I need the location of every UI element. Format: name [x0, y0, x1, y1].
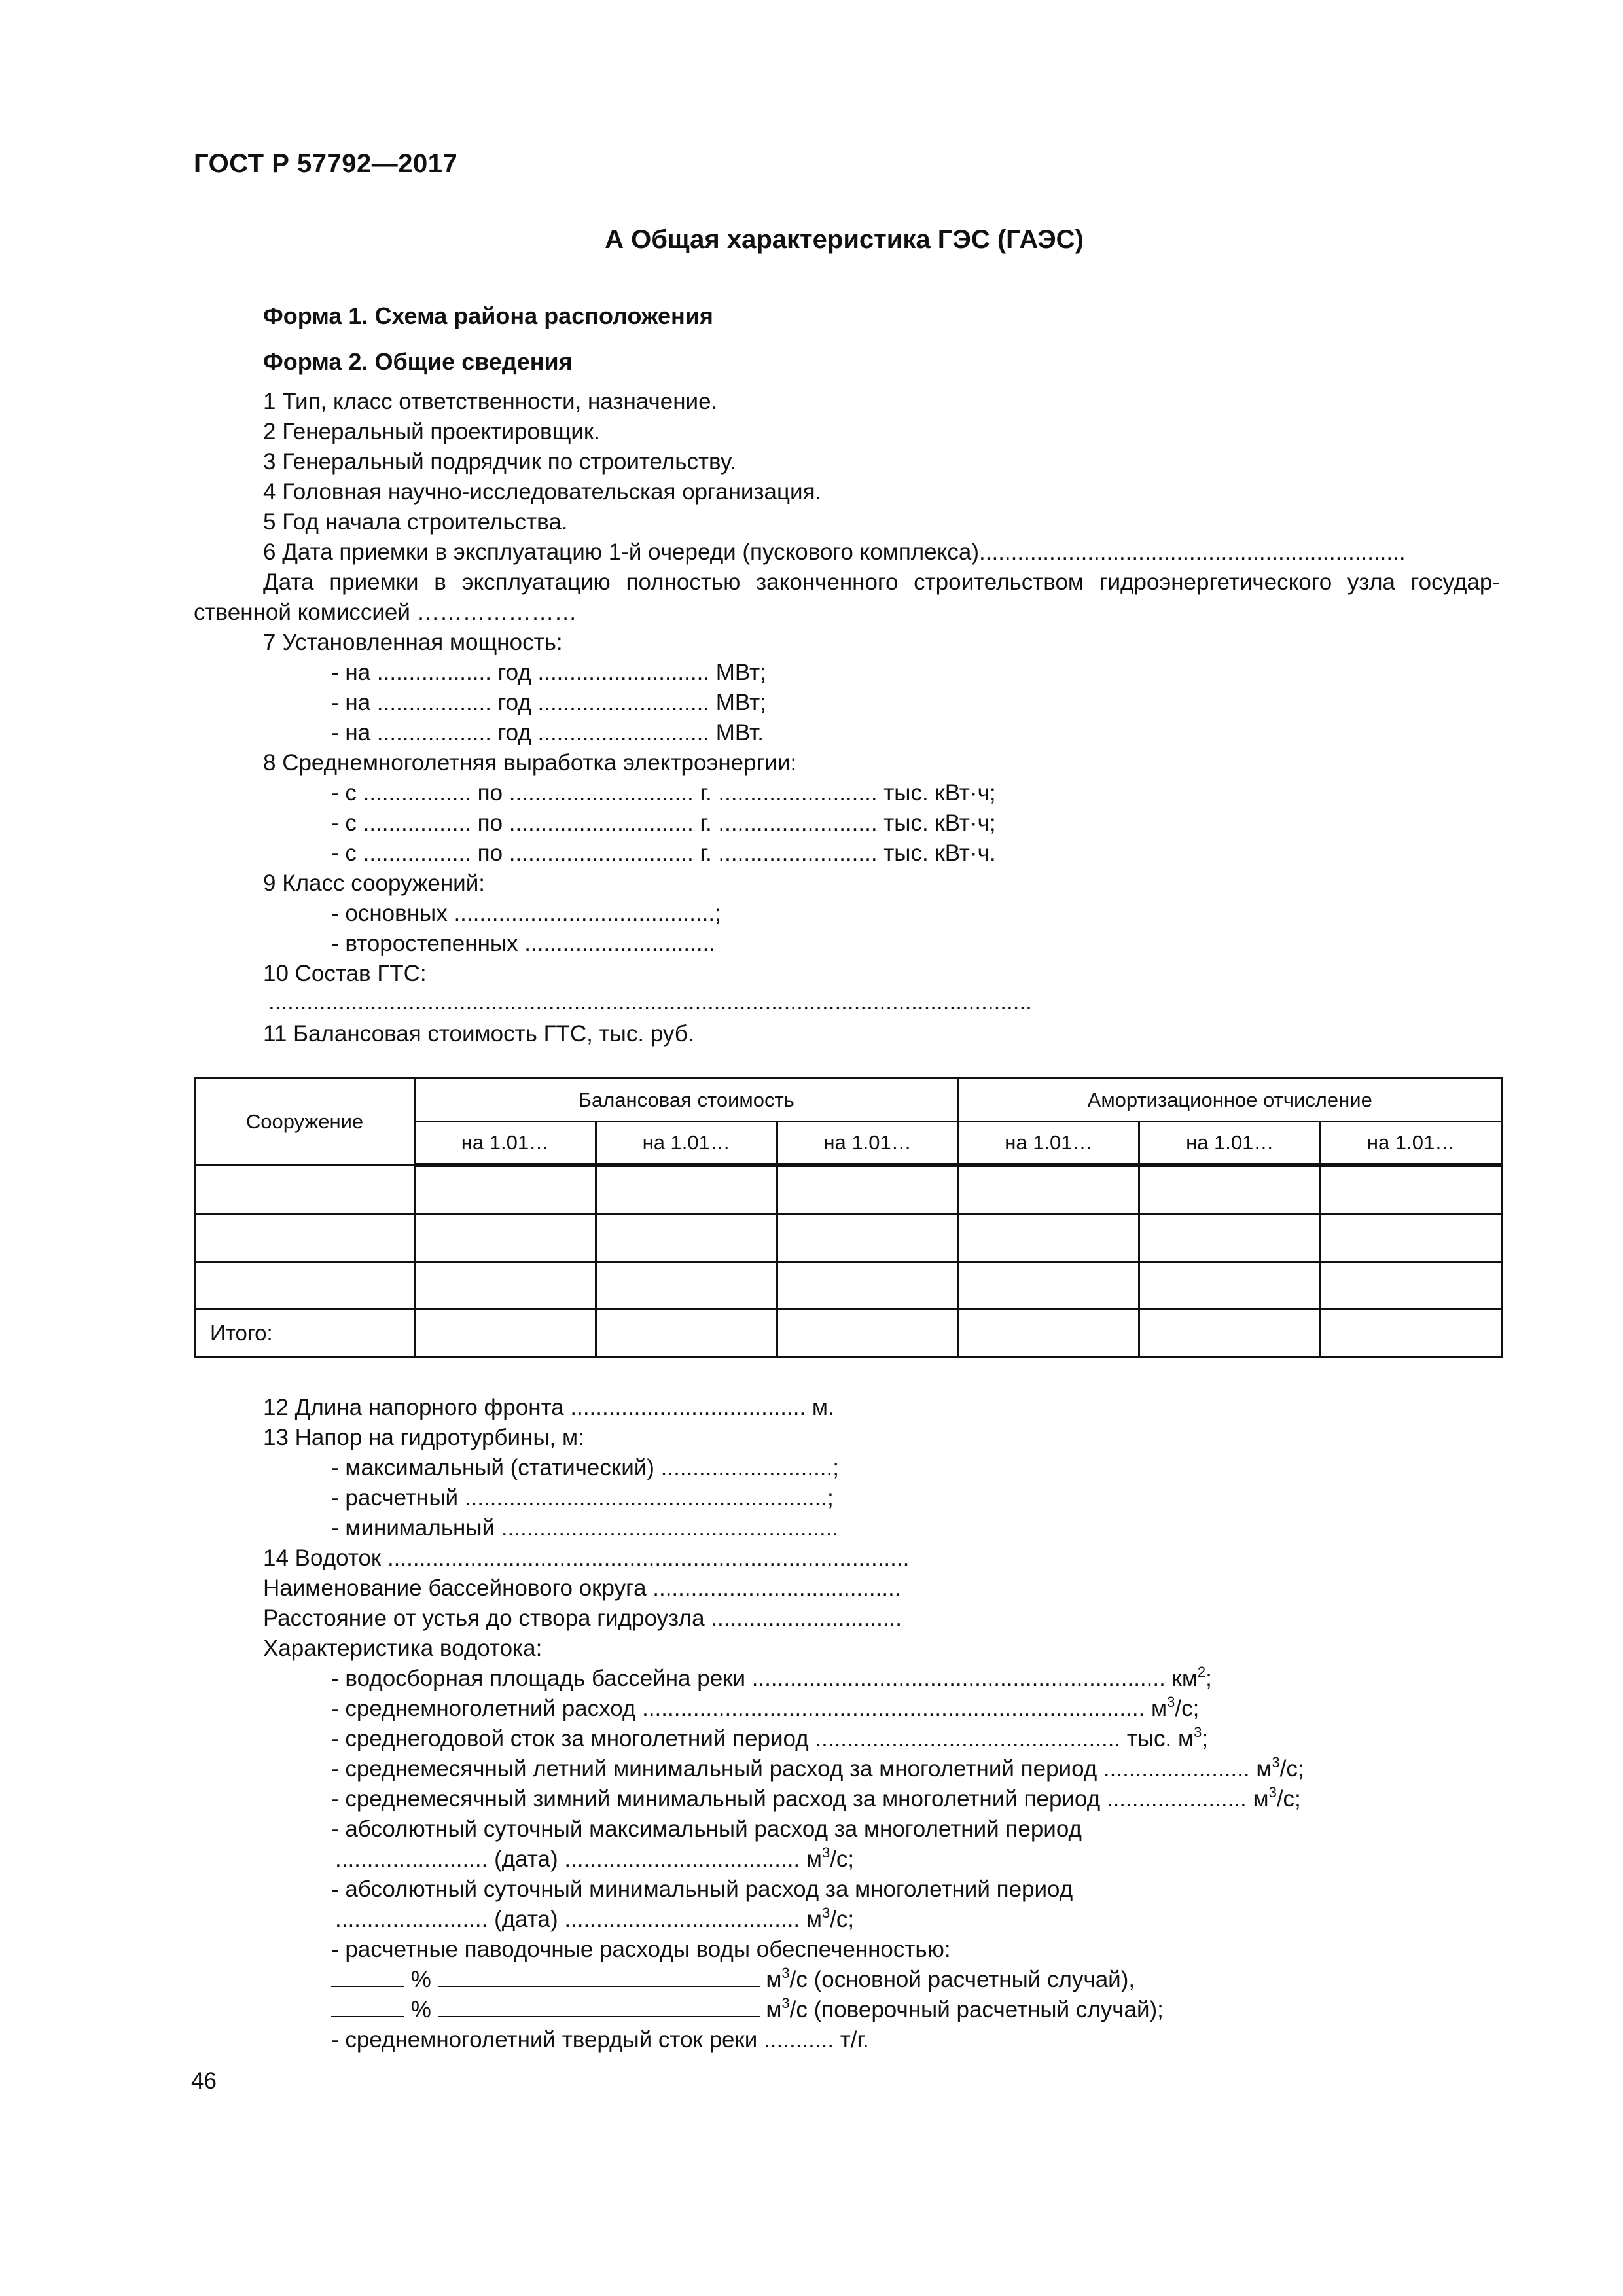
discharge-blank	[438, 1996, 760, 2017]
char-text: м	[766, 1997, 782, 2022]
superscript: 3	[821, 1844, 830, 1861]
table-total-row	[195, 1309, 1502, 1357]
item-10: 10 Состав ГТС:	[263, 961, 427, 986]
header-amortization: Амортизационное отчисление	[958, 1079, 1502, 1122]
item-6: 6 Дата приемки в эксплуатацию 1-й очереди (пускового комплекса)...................................................................	[263, 539, 1406, 565]
subheader-date: на 1.01…	[1321, 1122, 1502, 1165]
document-id: ГОСТ Р 57792—2017	[194, 149, 458, 178]
item-6-continuation-2: ственной комиссией …………………	[194, 600, 577, 625]
item-14: 14 Водоток ..................................................................................	[263, 1545, 910, 1571]
item-13b: - расчетный .........................................................;	[331, 1485, 834, 1511]
char-unit-end: /с;	[830, 1846, 855, 1872]
char-daily-max-value	[335, 1844, 854, 1874]
percent-sign: %	[410, 1997, 431, 2022]
item-2: 2 Генеральный проектировщик.	[263, 419, 600, 444]
char-unit-end: /с;	[830, 1907, 855, 1932]
distance: Расстояние от устья до створа гидроузла ..............................	[263, 1605, 902, 1631]
char-daily-min-value	[335, 1905, 854, 1935]
char-text: ........................ (дата) ..................................... м	[335, 1907, 822, 1932]
char-flood-discharge: - расчетные паводочные расходы воды обеспеченностью:	[331, 1937, 951, 1962]
char-daily-max: - абсолютный суточный максимальный расход за многолетний период	[331, 1816, 1082, 1842]
superscript: 2	[1197, 1664, 1206, 1680]
char-unit-end: /с (поверочный расчетный случай);	[789, 1997, 1164, 2022]
superscript: 3	[1194, 1724, 1202, 1740]
item-1: 1 Тип, класс ответственности, назначение.	[263, 389, 718, 414]
item-13c: - минимальный .....................................................	[331, 1515, 839, 1541]
char-sediment-runoff: - среднемноголетний твердый сток реки ........... т/г.	[331, 2027, 869, 2053]
flood-main-case	[331, 1965, 1135, 1995]
superscript: 3	[781, 1965, 790, 1981]
char-text: ........................ (дата) ..................................... м	[335, 1846, 822, 1872]
char-unit-end: ;	[1205, 1666, 1212, 1691]
table-row	[195, 1261, 1502, 1309]
item-7: 7 Установленная мощность:	[263, 630, 563, 655]
char-unit-end: ;	[1202, 1726, 1209, 1751]
item-9b: - второстепенных ..............................	[331, 931, 716, 956]
char-text: - водосборная площадь бассейна реки ................................................................. км	[331, 1666, 1198, 1691]
header-balance-cost: Балансовая стоимость	[415, 1079, 958, 1122]
item-6-continuation: Дата приемки в эксплуатацию полностью законченного строительством гидроэнергетического узла государ-	[263, 569, 1500, 595]
total-label: Итого:	[195, 1309, 415, 1357]
char-text: м	[766, 1967, 782, 1992]
item-13a: - максимальный (статический) ...........................;	[331, 1455, 839, 1480]
form-2-heading: Форма 2. Общие сведения	[263, 348, 573, 375]
item-13: 13 Напор на гидротурбины, м:	[263, 1425, 584, 1450]
subheader-date: на 1.01…	[777, 1122, 958, 1165]
item-5: 5 Год начала строительства.	[263, 509, 568, 535]
char-unit-end: /с;	[1175, 1696, 1200, 1721]
char-mean-discharge	[331, 1694, 1199, 1724]
item-9: 9 Класс сооружений:	[263, 870, 486, 896]
percent-sign: %	[410, 1967, 431, 1992]
item-3: 3 Генеральный подрядчик по строительству.	[263, 449, 736, 475]
subheader-date: на 1.01…	[415, 1122, 596, 1165]
item-7b: - на .................. год ........................... МВт;	[331, 690, 766, 715]
item-7c: - на .................. год ........................... МВт.	[331, 720, 764, 745]
char-annual-runoff	[331, 1724, 1208, 1754]
superscript: 3	[1272, 1754, 1280, 1770]
item-12: 12 Длина напорного фронта ..................................... м.	[263, 1395, 834, 1420]
char-unit-end: /с;	[1279, 1756, 1304, 1782]
percent-blank	[331, 1996, 404, 2017]
balance-table	[194, 1077, 1503, 1358]
basin-name: Наименование бассейнового округа .......................................	[263, 1575, 901, 1601]
item-11: 11 Балансовая стоимость ГТС, тыс. руб.	[263, 1021, 694, 1047]
table-row	[195, 1213, 1502, 1261]
superscript: 3	[781, 1995, 790, 2011]
subheader-date: на 1.01…	[596, 1122, 777, 1165]
char-unit-end: /с;	[1276, 1786, 1301, 1812]
form-1-heading: Форма 1. Схема района расположения	[263, 302, 713, 329]
char-text: - среднегодовой сток за многолетний период ................................................ тыс. м	[331, 1726, 1194, 1751]
superscript: 3	[1167, 1694, 1175, 1710]
header-structure: Сооружение	[195, 1079, 415, 1165]
superscript: 3	[1268, 1784, 1277, 1801]
char-summer-min	[331, 1754, 1304, 1784]
char-daily-min: - абсолютный суточный минимальный расход за многолетний период	[331, 1876, 1073, 1902]
page-number: 46	[191, 2068, 217, 2094]
item-8: 8 Среднемноголетняя выработка электроэнергии:	[263, 750, 797, 776]
item-8b: - с ................. по ............................. г. ......................... тыс. кВт·ч;	[331, 810, 996, 836]
table-row	[195, 1165, 1502, 1214]
item-10-dots: ........................................................................................................................	[268, 989, 1032, 1014]
item-7a: - на .................. год ........................... МВт;	[331, 660, 766, 685]
char-text: - среднемноголетний расход ............................................................................... м	[331, 1696, 1168, 1721]
section-title: А Общая характеристика ГЭС (ГАЭС)	[605, 225, 1084, 254]
flood-check-case	[331, 1995, 1164, 2025]
superscript: 3	[821, 1905, 830, 1921]
char-unit-end: /с (основной расчетный случай),	[789, 1967, 1135, 1992]
item-4: 4 Головная научно-исследовательская организация.	[263, 479, 822, 505]
item-9a: - основных .........................................;	[331, 901, 721, 926]
char-catchment-area	[331, 1664, 1212, 1694]
subheader-date: на 1.01…	[958, 1122, 1139, 1165]
char-text: - среднемесячный зимний минимальный расход за многолетний период ...................... м	[331, 1786, 1269, 1812]
item-8c: - с ................. по ............................. г. ......................... тыс. кВт·ч.	[331, 840, 996, 866]
item-8a: - с ................. по ............................. г. ......................... тыс. кВт·ч;	[331, 780, 996, 806]
watercourse-characteristics: Характеристика водотока:	[263, 1636, 543, 1661]
char-winter-min	[331, 1784, 1301, 1814]
char-text: - среднемесячный летний минимальный расход за многолетний период ....................... м	[331, 1756, 1272, 1782]
percent-blank	[331, 1966, 404, 1987]
discharge-blank	[438, 1966, 760, 1987]
subheader-date: на 1.01…	[1139, 1122, 1321, 1165]
